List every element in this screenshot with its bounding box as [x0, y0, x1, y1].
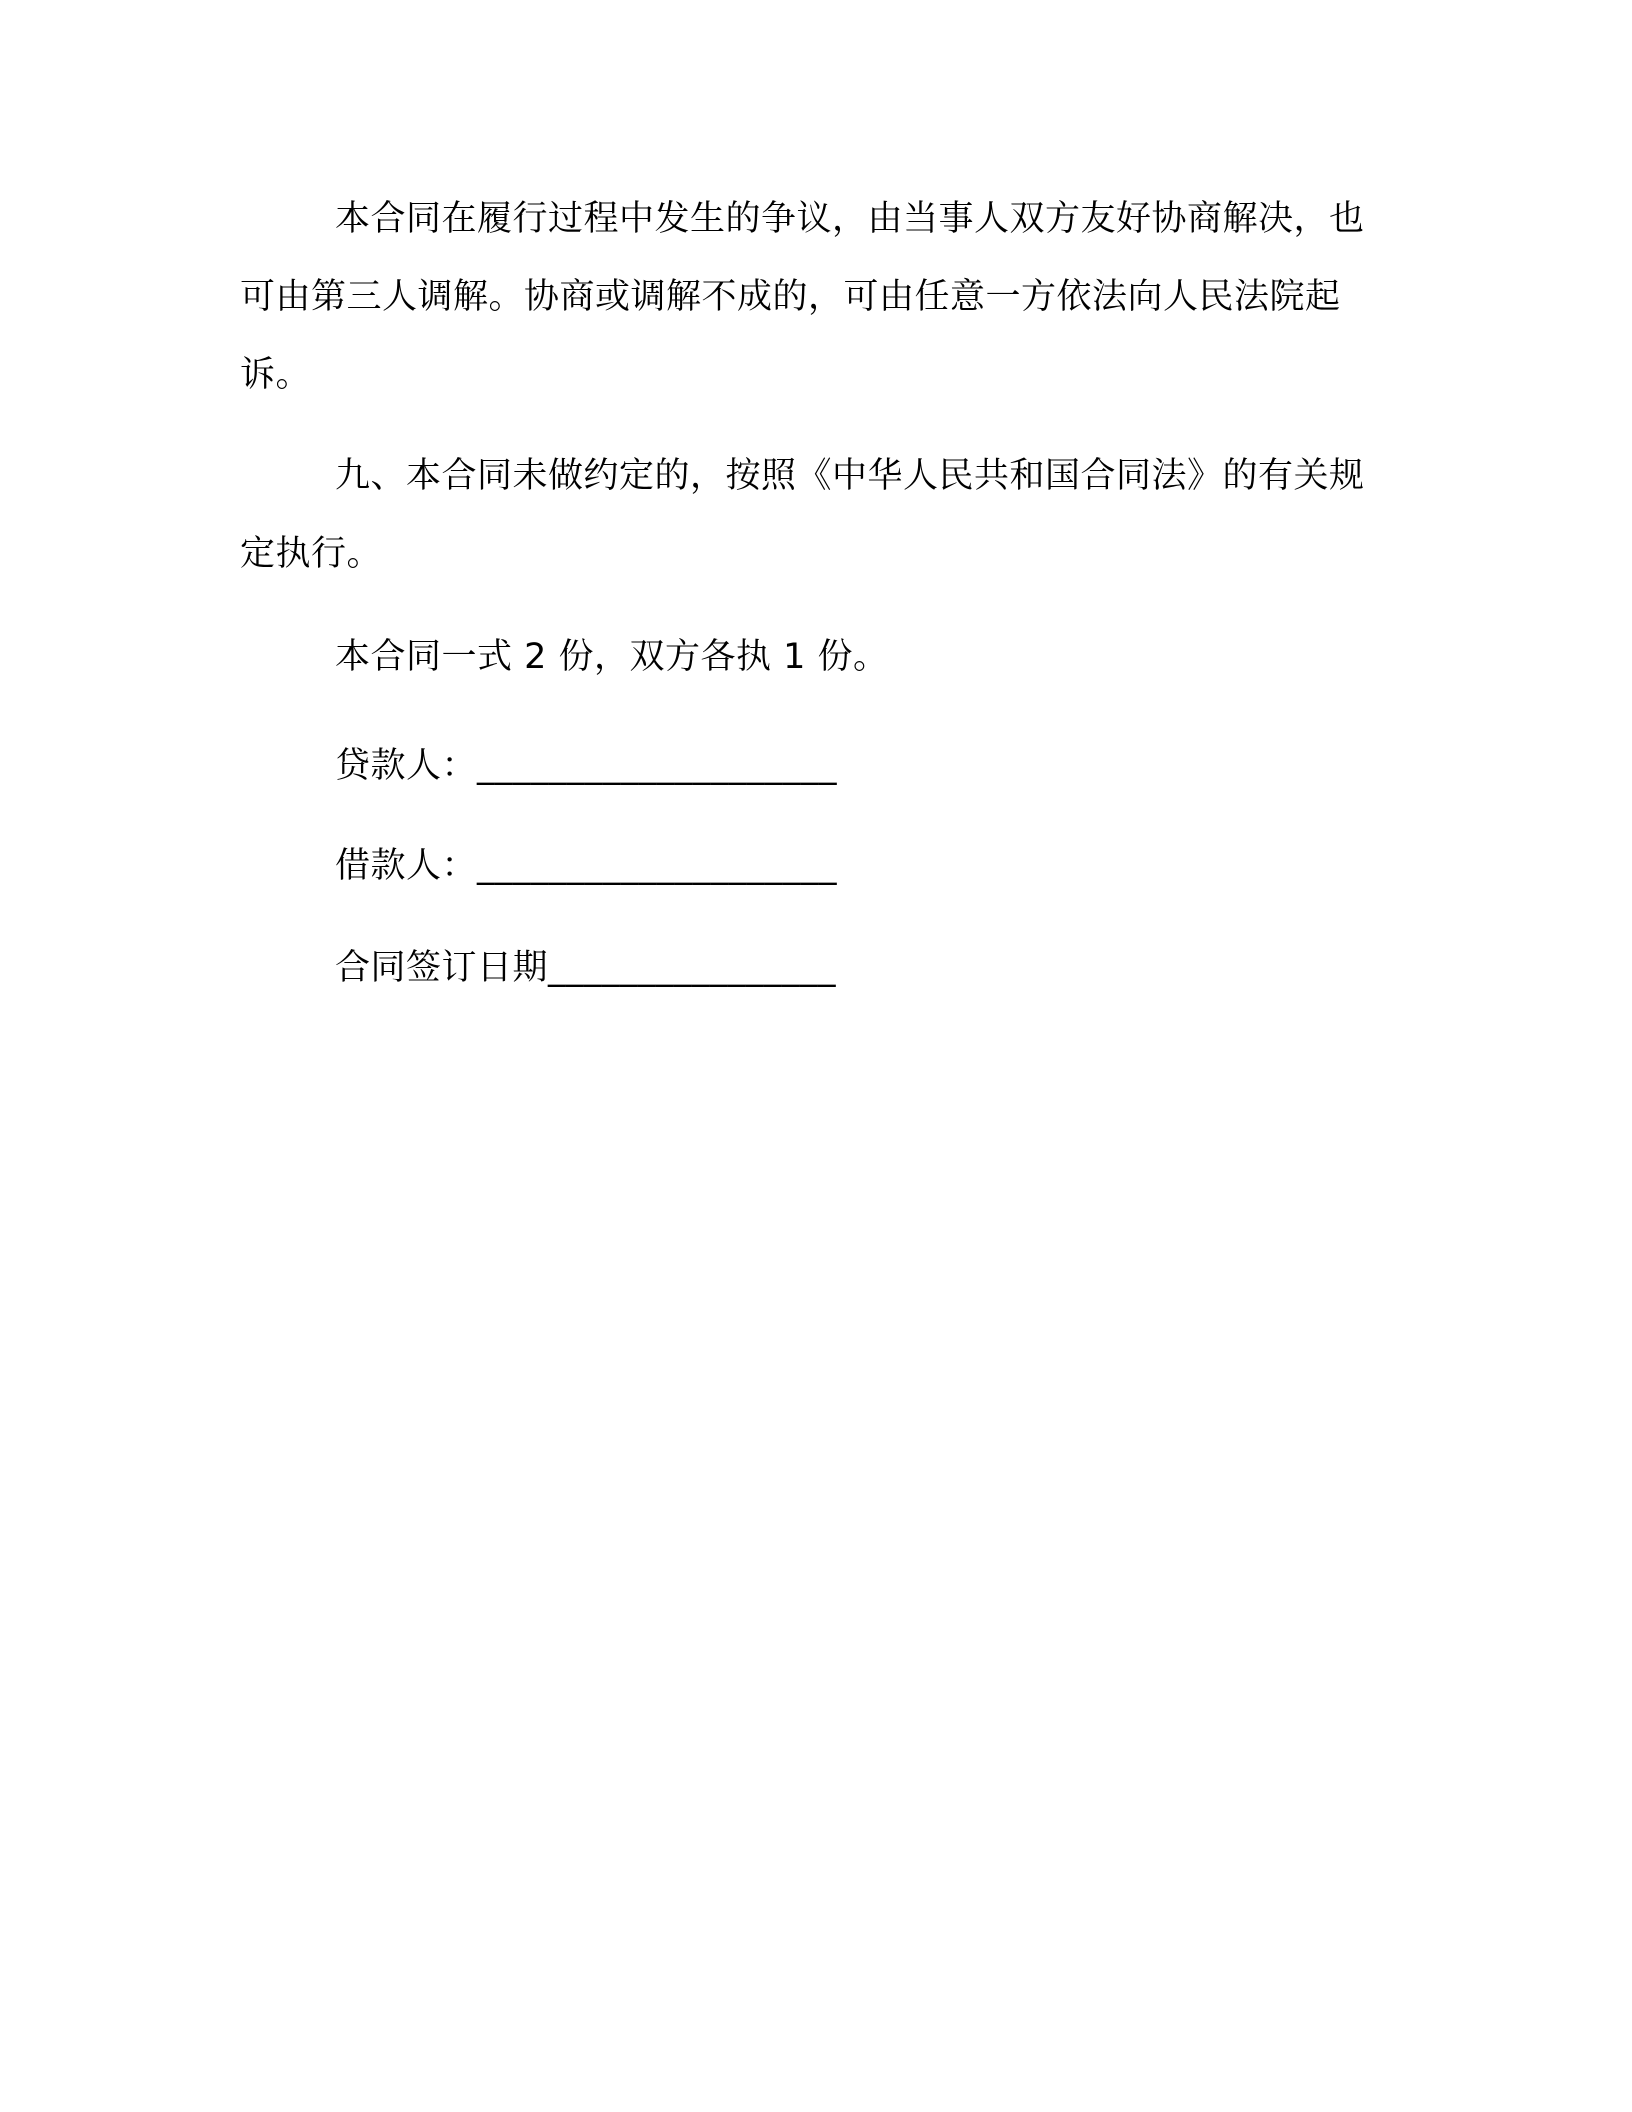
lender-signature-line: 贷款人：____________________: [335, 746, 838, 786]
dispute-resolution-paragraph: 本合同在履行过程中发生的争议，由当事人双方友好协商解决，也可由第三人调解。协商或调解不成的，可由任意一方依法向人民法院起诉。: [240, 199, 1365, 395]
clause-nine-paragraph: 九、本合同未做约定的，按照《中华人民共和国合同法》的有关规定执行。: [240, 456, 1365, 574]
borrower-signature-line: 借款人：____________________: [335, 846, 838, 886]
signing-date-line: 合同签订日期________________: [335, 948, 837, 988]
copies-statement: 本合同一式 2 份，双方各执 1 份。: [335, 637, 889, 677]
